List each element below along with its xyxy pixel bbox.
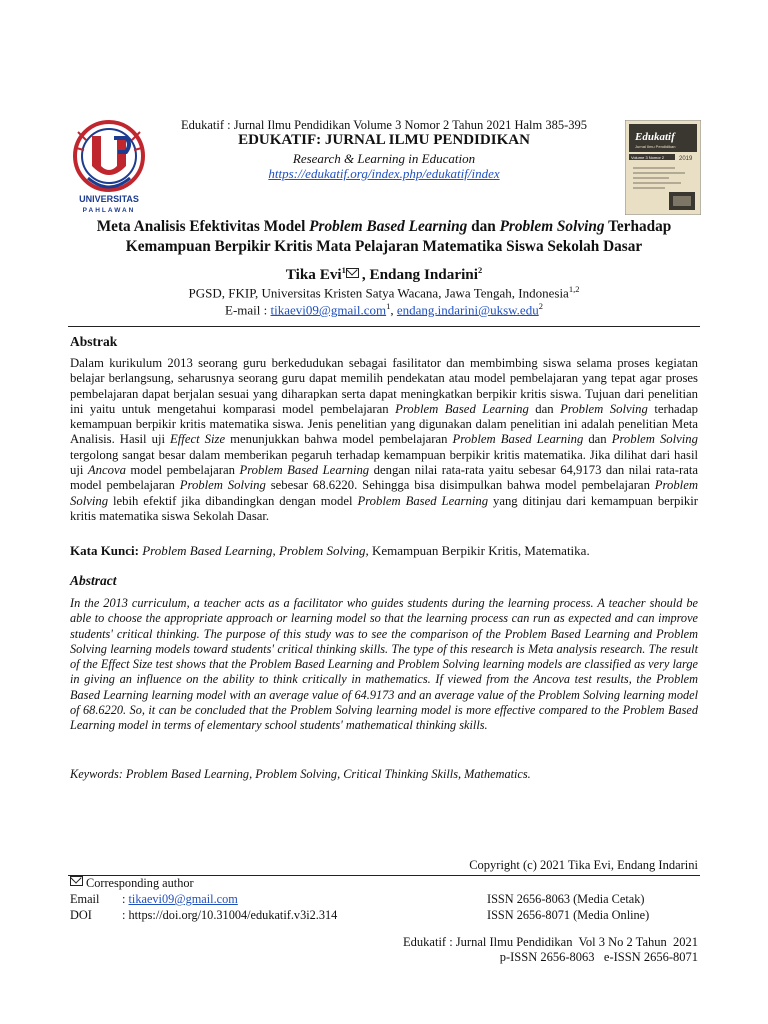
cover-subtitle: Jurnal Ilmu Pendidikan <box>635 144 676 149</box>
author-separator: , <box>361 266 370 284</box>
abstrak-body <box>70 356 698 524</box>
email-label: E-mail : <box>225 302 271 318</box>
title-part-2: Problem Based Learning <box>309 218 468 235</box>
journal-cover-image <box>625 120 701 215</box>
abstrak-text-3: terhadap kemampuan berpikir kritis matematika siswa. Jenis penelitian yang digunakan dalam penelitian ini adalah penelitian Meta Analisis. Hasil uji <box>70 401 698 447</box>
journal-header-line: Edukatif : Jurnal Ilmu Pendidikan Volume 3 Nomor 2 Tahun 2021 Halm 385-395 <box>180 118 588 132</box>
abstrak-text-2: dan <box>528 401 561 416</box>
abstrak-italic-6: Ancova <box>87 463 126 478</box>
footnote-email-prefix: : <box>122 892 129 906</box>
cover-title: Edukatif <box>635 131 675 143</box>
title-part-4: Problem Solving <box>499 218 605 235</box>
abstrak-italic-5: Problem Solving <box>611 432 698 447</box>
footnote-doi-value[interactable]: : https://doi.org/10.31004/edukatif.v3i2.314 <box>122 908 338 922</box>
email-separator: , <box>390 302 397 318</box>
kata-kunci-rest: Kemampuan Berpikir Kritis, Matematika. <box>368 543 590 558</box>
envelope-icon <box>70 876 83 886</box>
abstrak-text-5: dan <box>583 432 612 447</box>
divider <box>68 326 700 327</box>
abstrak-italic-3: Effect Size <box>170 432 226 447</box>
author-2: Endang Indarini <box>369 266 478 284</box>
affiliation <box>0 284 768 301</box>
page-footer-issn: p-ISSN 2656-8063 e-ISSN 2656-8071 <box>499 950 698 964</box>
title-part-3: dan <box>467 218 500 235</box>
abstrak-text-9: sebesar 68.6220. Sehingga bisa disimpulkan bahwa model pembelajaran <box>265 478 655 493</box>
envelope-icon <box>346 268 359 278</box>
kata-kunci <box>70 543 698 559</box>
abstrak-text-4: menunjukkan bahwa model pembelajaran <box>225 432 453 447</box>
journal-name: EDUKATIF: JURNAL ILMU PENDIDIKAN <box>238 132 530 148</box>
cover-volume: Volume 3 Nomor 2 <box>631 155 665 160</box>
title-part-1: Meta Analisis Efektivitas Model <box>96 218 310 235</box>
abstrak-italic-10: Problem Based Learning <box>357 493 489 508</box>
author-2-sup: 2 <box>477 265 483 275</box>
footnote-email-link[interactable]: tikaevi09@gmail.com <box>128 892 238 906</box>
corresponding-label: Corresponding author <box>86 876 194 890</box>
abstrak-text-11: yang ditinjau dari kemampuan berpikir kritis matematika siswa Sekolah Dasar. <box>70 493 698 523</box>
affiliation-text: PGSD, FKIP, Universitas Kristen Satya Wacana, Jawa Tengah, Indonesia <box>188 285 569 301</box>
abstrak-text-8: dengan nilai rata-rata yaitu sebesar 64,9173 dan nilai rata-rata model pembelajaran <box>70 463 698 493</box>
author-emails <box>0 301 768 318</box>
logo-text-university: UNIVERSITAS <box>79 194 139 204</box>
abstrak-italic-1: Problem Based Learning <box>395 401 529 416</box>
author-list <box>0 265 768 284</box>
abstrak-italic-8: Problem Solving <box>179 478 266 493</box>
kata-kunci-italic-1: Problem Based Learning <box>142 543 273 558</box>
abstrak-text-7: model pembelajaran <box>125 463 240 478</box>
abstrak-italic-4: Problem Based Learning <box>452 432 584 447</box>
footnote-email-label: Email <box>70 892 100 906</box>
author-1-sup: 1 <box>341 265 346 275</box>
affiliation-sup: 1,2 <box>568 284 580 294</box>
copyright-line: Copyright (c) 2021 Tika Evi, Endang Indarini <box>469 858 698 872</box>
footnote-doi-label: DOI <box>70 908 92 922</box>
page-footer-journal: Edukatif : Jurnal Ilmu Pendidikan Vol 3 No 2 Tahun 2021 <box>403 935 698 949</box>
abstrak-italic-7: Problem Based Learning <box>239 463 370 478</box>
abstrak-text-10: lebih efektif jika dibandingkan dengan model <box>108 493 358 508</box>
kata-kunci-label: Kata Kunci: <box>70 543 143 558</box>
paper-title <box>70 217 698 257</box>
author-1: Tika Evi <box>285 266 342 284</box>
footnote-email-value <box>122 892 238 907</box>
kata-kunci-sep: , <box>272 543 279 558</box>
issn-print: ISSN 2656-8063 (Media Cetak) <box>487 892 645 906</box>
abstrak-italic-2: Problem Solving <box>560 401 648 416</box>
email-2-sup: 2 <box>538 301 543 311</box>
email-link-1[interactable]: tikaevi09@gmail.com <box>270 302 387 318</box>
email-link-2[interactable]: endang.indarini@uksw.edu <box>396 302 539 318</box>
abstract-body: In the 2013 curriculum, a teacher acts as a facilitator who guides students during the learning process. A teacher should be able to choose the appropriate approach or learning model so that the learning process can run as expected and can improve students' critical thinking. The purpose of this study was to see the comparison of the Problem Based Learning and Problem Solving learning models toward students' critical thinking skills. The type of this research is Meta analysis research. The result of the Effect Size test shows that the Problem Based Learning and Problem Solving learning models are classified as very large in giving an influence on the ability to think critically in mathematics. If viewed from the Ancova test results, the Problem Based Learning learning model with an average value of 64.9173 and an average value of the Problem Solving learning model of 68.6220. So, it can be concluded that the Problem Solving learning model is more effective compared to the Problem Based Learning model in terms of elementary school students' mathematical thinking skills. <box>70 596 698 733</box>
issn-online: ISSN 2656-8071 (Media Online) <box>487 908 650 922</box>
keywords: Keywords: Problem Based Learning, Problem Solving, Critical Thinking Skills, Mathematics. <box>70 767 531 781</box>
logo-text-pahlawan: PAHLAWAN <box>82 207 136 214</box>
cover-year: 2019 <box>679 156 693 162</box>
abstrak-heading: Abstrak <box>70 334 118 349</box>
journal-tagline: Research & Learning in Education <box>292 151 476 166</box>
title-part-5: Terhadap <box>604 218 672 235</box>
journal-url-link[interactable]: https://edukatif.org/index.php/edukatif/index <box>268 166 500 181</box>
email-1-sup: 1 <box>386 301 391 311</box>
abstract-heading: Abstract <box>70 573 117 588</box>
abstrak-text-6: tergolong sangat besar dalam memberikan pegaruh terhadap kemampuan berpikir kritis matematika. Jika dilihat dari hasil uji <box>70 447 698 478</box>
title-line-2: Kemampuan Berpikir Kritis Mata Pelajaran Matematika Siswa Sekolah Dasar <box>125 238 643 255</box>
corresponding-author <box>70 876 194 891</box>
kata-kunci-italic-2: Problem Solving, <box>278 543 369 558</box>
abstrak-text-1: Dalam kurikulum 2013 seorang guru berkedudukan sebagai fasilitator dan membimbing siswa selama proses kegiatan belajar berlangsung, seharusnya seorang guru dapat memilih pendekatan atau model pembelajaran yang tepat agar proses pembelajaran dapat berjalan sesuai yang diharapkan serta dapat meningkatkan berpikir kritis siswa. Tujuan dari penelitian ini yaitu untuk mengetahui komparasi model pembelajaran <box>70 356 698 416</box>
abstrak-italic-9: Problem Solving <box>70 478 698 508</box>
